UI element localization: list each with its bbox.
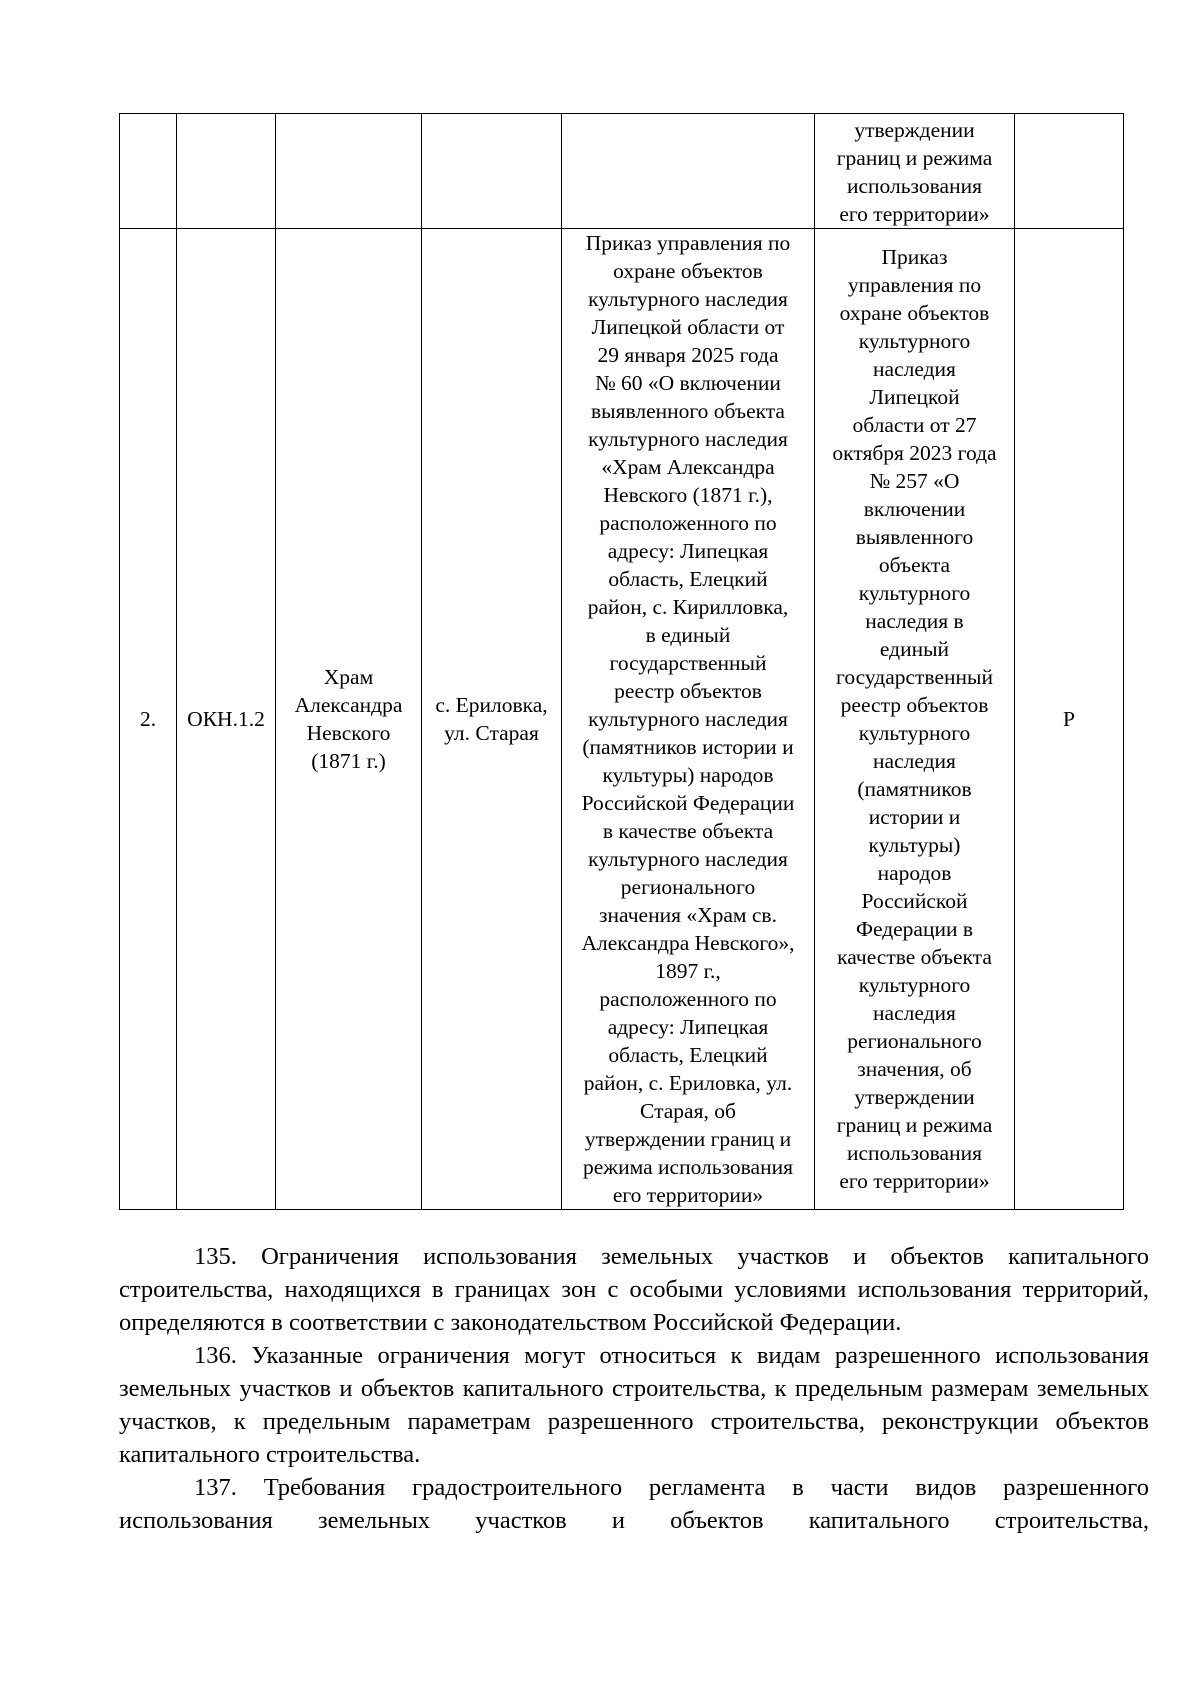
paragraph-136: 136. Указанные ограничения могут относиться к видам разрешенного использования земельных участков и объектов капитального строительства, к предельным размерам земельных участков, к предельным параметрам разрешенного строительства, реконструкции объектов капитального строительства.	[119, 1342, 1149, 1468]
cell-doc1: Приказ управления по охране объектов культурного наследия Липецкой области от 29 января 2025 года № 60 «О включении выявленного объекта культурного наследия «Храм Александра Невского (1871 г.), расположенного по адресу: Липецкая область, Елецкий район, с. Кирилловка, в единый государственный реестр объектов культурного наследия (памятников истории и культуры) народов Российской Федерации в качестве объекта культурного наследия регионального значения «Храм св. Александра Невского», 1897 г., расположенного по адресу: Липецкая область, Елецкий район, с. Ериловка, ул. Старая, об утверждении границ и режима использования его территории»	[562, 229, 815, 1210]
cell-code-continued	[177, 114, 276, 229]
cell-num: 2.	[120, 229, 177, 1210]
cell-address: с. Ериловка, ул. Старая	[422, 229, 562, 1210]
table-row	[120, 114, 1124, 229]
paragraph-135: 135. Ограничения использования земельных участков и объектов капитального строительства, находящихся в границах зон с особыми условиями использования территорий, определяются в соответствии с законодательством Российской Федерации.	[119, 1243, 1149, 1336]
cell-name: Храм Александра Невского (1871 г.)	[276, 229, 422, 1210]
paragraph-137: 137. Требования градостроительного регламента в части видов разрешенного использования земельных участков и объектов капитального строительства,	[119, 1474, 1149, 1534]
cell-doc2: Приказ управления по охране объектов культурного наследия Липецкой области от 27 октября 2023 года № 257 «О включении выявленного объекта культурного наследия в единый государственный реестр объектов культурного наследия (памятников истории и культуры) народов Российской Федерации в качестве объекта культурного наследия регионального значения, об утверждении границ и режима использования его территории»	[815, 229, 1015, 1210]
cell-category: Р	[1015, 229, 1124, 1210]
cell-doc1-continued	[562, 114, 815, 229]
heritage-objects-table	[119, 113, 1124, 1210]
cell-address-continued	[422, 114, 562, 229]
table-row	[120, 229, 1124, 1210]
body-text	[119, 1240, 1149, 1537]
cell-category-continued	[1015, 114, 1124, 229]
cell-name-continued	[276, 114, 422, 229]
cell-code: ОКН.1.2	[177, 229, 276, 1210]
cell-num-continued	[120, 114, 177, 229]
cell-doc2-continued: утверждении границ и режима использования его территории»	[815, 114, 1015, 229]
